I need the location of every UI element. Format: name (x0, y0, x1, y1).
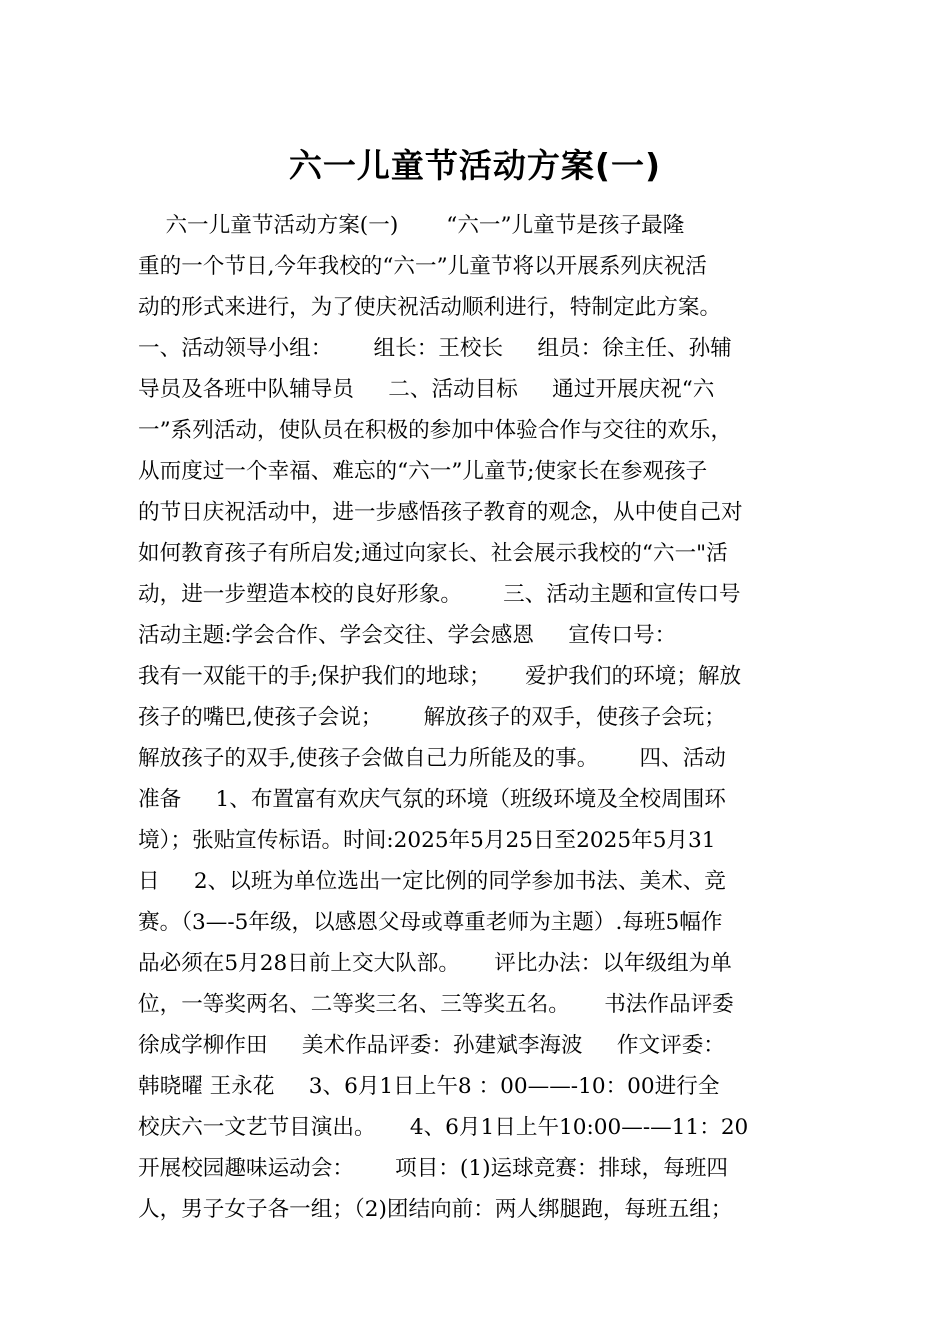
body-line: 赛。（3—-5年级，以感恩父母或尊重老师为主题）.每班5幅作 (138, 910, 723, 935)
body-line: 徐成学柳作田 美术作品评委：孙建斌李海波 作文评委： (138, 1033, 725, 1058)
body-line: 境）；张贴宣传标语。时间:2025年5月25日至2025年5月31 (138, 828, 716, 853)
body-line: 开展校园趣味运动会： 项目：(1)运球竞赛：排球，每班四 (138, 1156, 729, 1181)
body-line: 我有一双能干的手;保护我们的地球； 爱护我们的环境；解放 (138, 664, 742, 689)
body-line: 六一儿童节活动方案(一) “六一”儿童节是孩子最隆 (138, 213, 685, 238)
body-line: 品必须在5月28日前上交大队部。 评比办法：以年级组为单 (138, 951, 732, 976)
body-line: 解放孩子的双手,使孩子会做自己力所能及的事。 四、活动 (138, 746, 726, 771)
body-line: 导员及各班中队辅导员 二、活动目标 通过开展庆祝“六 (138, 377, 715, 402)
body-line: 韩晓曜 王永花 3、6月1日上午8 ：00——-10：00进行全 (138, 1074, 720, 1099)
body-line: 的节日庆祝活动中，进一步感悟孩子教育的观念，从中使自己对 (138, 500, 743, 525)
body-line: 日 2、以班为单位选出一定比例的同学参加书法、美术、竞 (138, 869, 726, 894)
body-line: 活动主题:学会合作、学会交往、学会感恩 宣传口号： (138, 623, 677, 648)
document-body (138, 205, 816, 1230)
body-line: 如何教育孩子有所启发;通过向家长、社会展示我校的“六一"活 (138, 541, 728, 566)
body-line: 孩子的嘴巴,使孩子会说； 解放孩子的双手，使孩子会玩； (138, 705, 726, 730)
body-line: 一、活动领导小组： 组长：王校长 组员：徐主任、孙辅 (138, 336, 732, 361)
body-line: 人，男子女子各一组；（2)团结向前：两人绑腿跑，每班五组； (138, 1197, 733, 1222)
body-line: 准备 1、布置富有欢庆气氛的环境（班级环境及全校周围环 (138, 787, 726, 812)
body-line: 一”系列活动，使队员在积极的参加中体验合作与交往的欢乐， (138, 418, 733, 443)
body-line: 重的一个节日,今年我校的“六一”儿童节将以开展系列庆祝活 (138, 254, 707, 279)
document-title: 六一儿童节活动方案(一) (288, 146, 662, 185)
body-line: 从而度过一个幸福、难忘的“六一”儿童节;使家长在参观孩子 (138, 459, 708, 484)
body-line: 动的形式来进行，为了使庆祝活动顺利进行，特制定此方案。 (138, 295, 722, 320)
body-line: 位，一等奖两名、二等奖三名、三等奖五名。 书法作品评委 (138, 992, 734, 1017)
body-line: 动，进一步塑造本校的良好形象。 三、活动主题和宣传口号 (138, 582, 741, 607)
body-line: 校庆六一文艺节目演出。 4、6月1日上午10:00—-—11：20 (138, 1115, 749, 1140)
